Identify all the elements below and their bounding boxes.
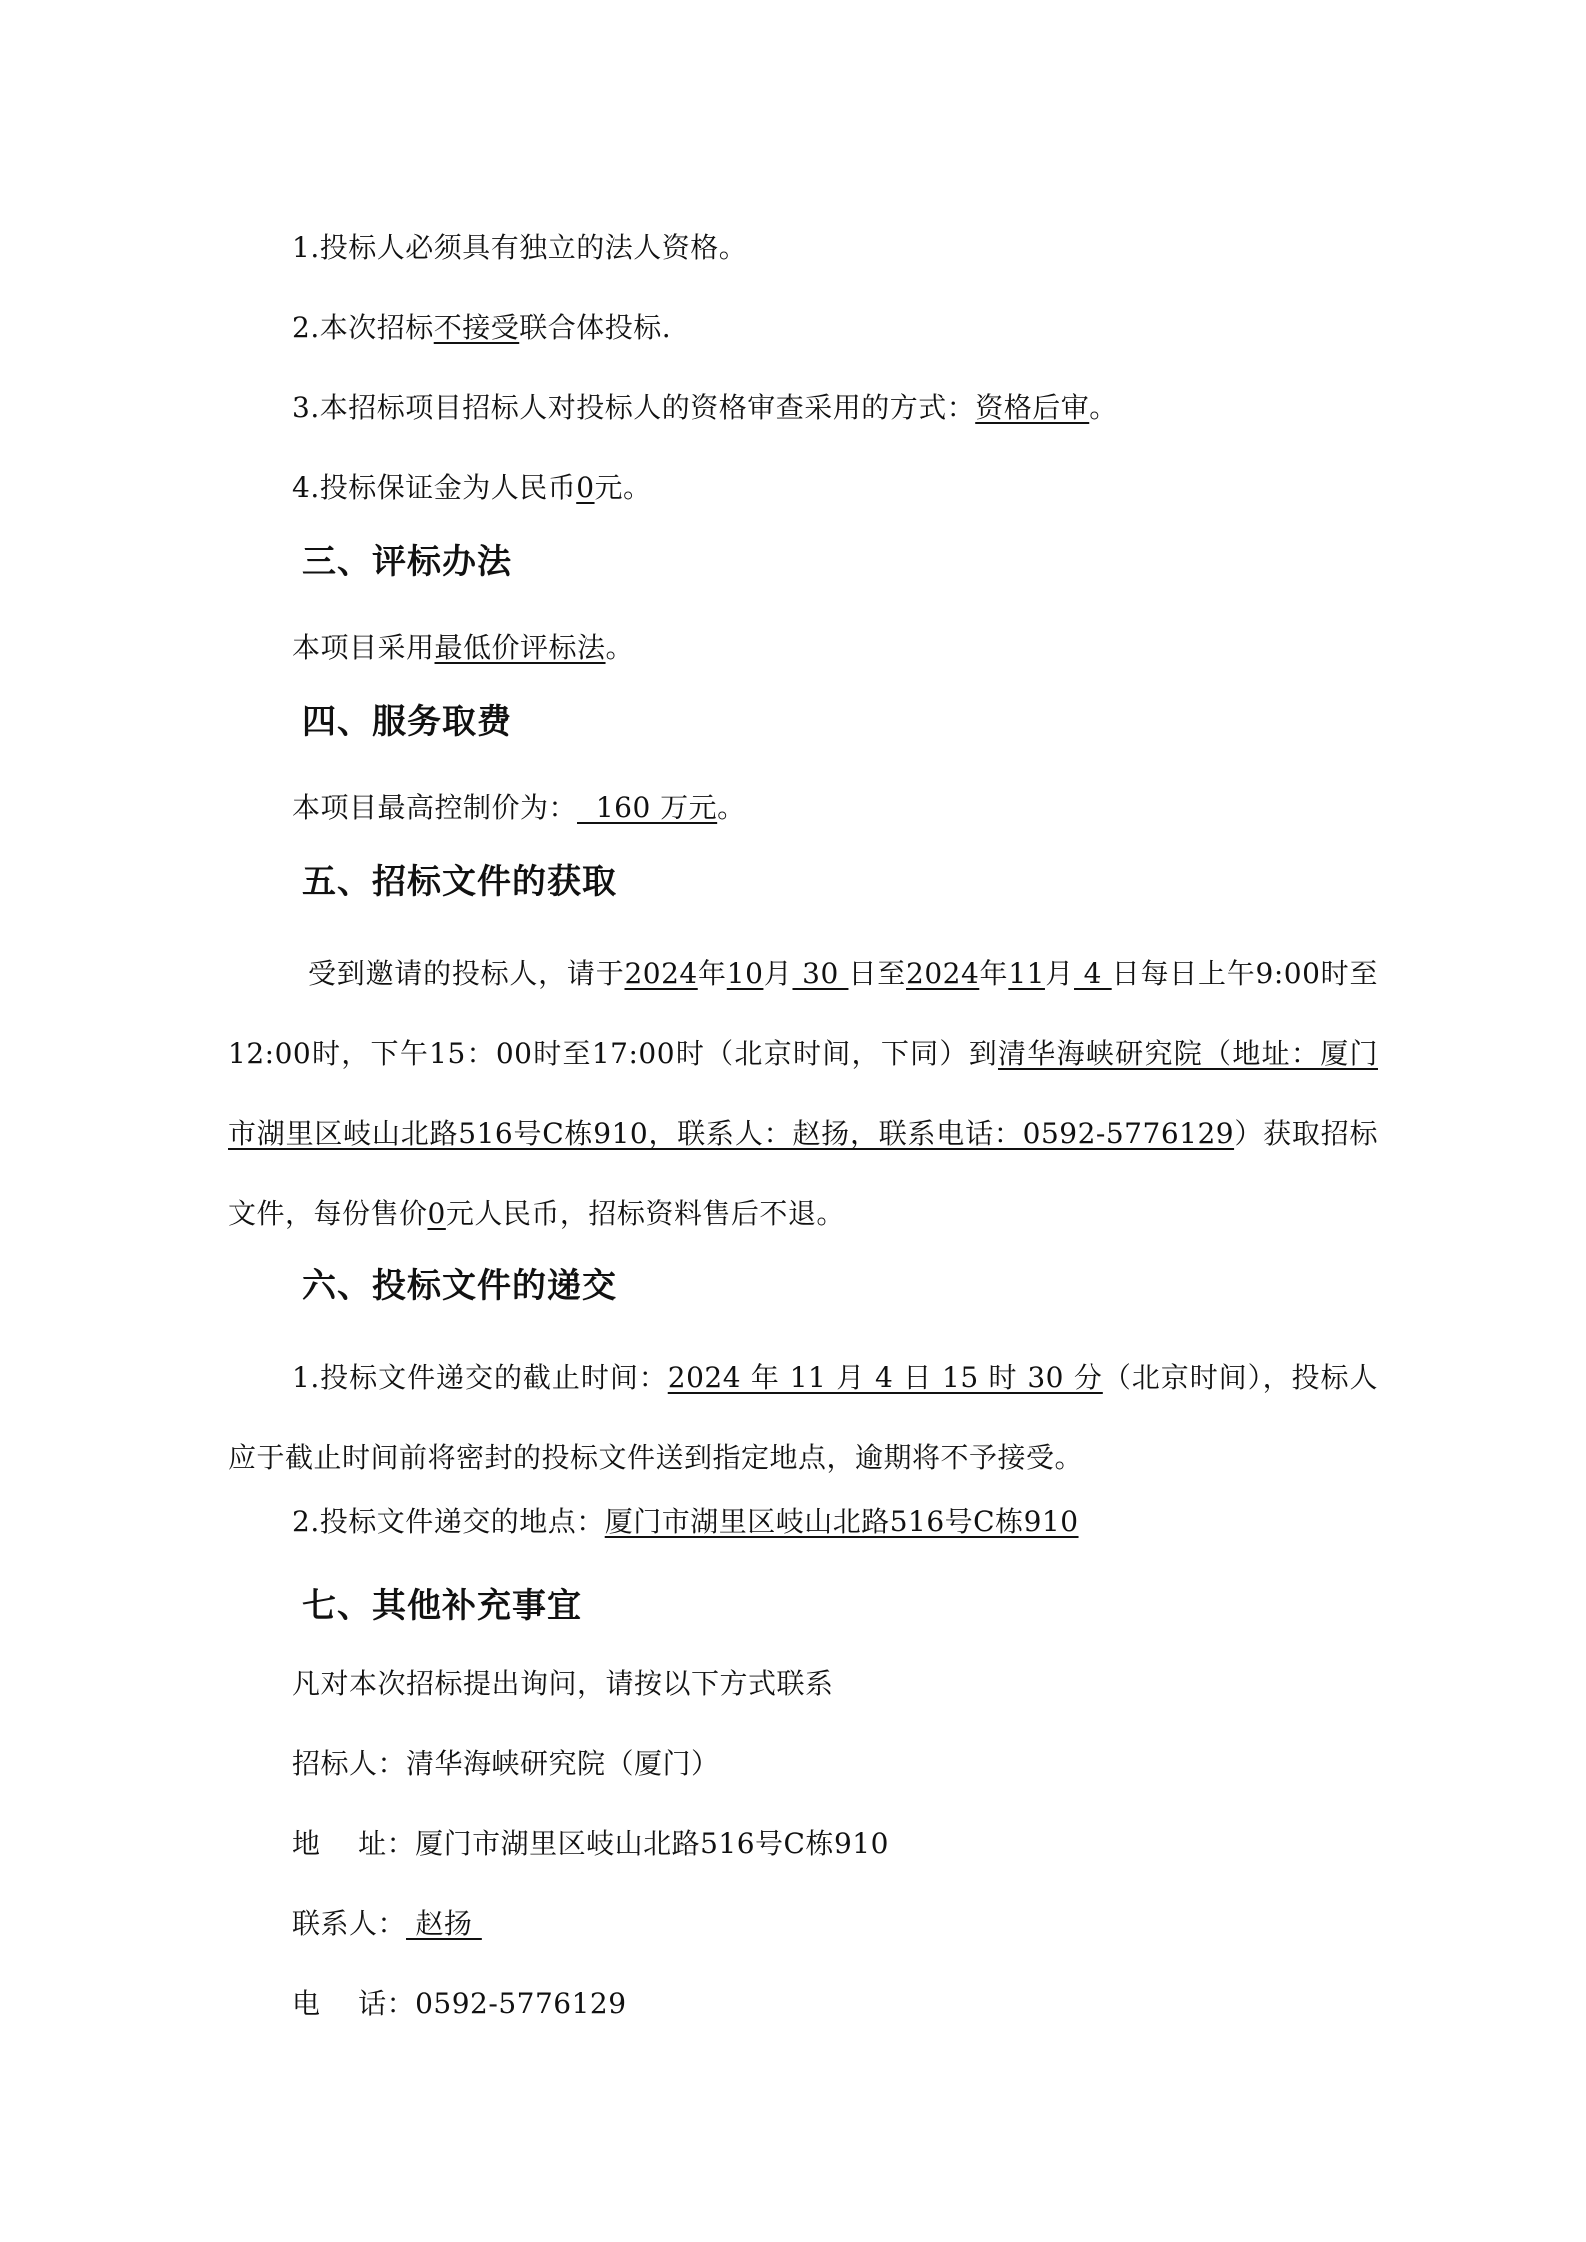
submission-location: 厦门市湖里区岐山北路516号C栋910 — [604, 1505, 1079, 1538]
contact-person: 赵扬 — [406, 1907, 482, 1940]
section-5-heading: 五、招标文件的获取 — [302, 862, 617, 902]
submission-deadline: 2024 年 11 月 4 日 15 时 30 分 — [667, 1361, 1103, 1394]
section-3-heading: 三、评标办法 — [302, 542, 512, 582]
qualification-item-2: 2.本次招标不接受联合体投标. — [292, 311, 672, 344]
max-price-value: 160 万元 — [577, 791, 718, 824]
section-7-intro: 凡对本次招标提出询问，请按以下方式联系 — [292, 1667, 834, 1700]
section-6-deadline: 1.投标文件递交的截止时间：2024 年 11 月 4 日 15 时 30 分（北京时间），投标人应于截止时间前将密封的投标文件送到指定地点，逾期将不予接受。 — [228, 1361, 1378, 1474]
tenderer-line: 招标人：清华海峡研究院（厦门） — [292, 1747, 720, 1780]
consortium-value: 不接受 — [433, 311, 520, 344]
section-6-location: 2.投标文件递交的地点：厦门市湖里区岐山北路516号C栋910 — [292, 1505, 1079, 1538]
qualification-item-4: 4.投标保证金为人民币0元。 — [292, 471, 652, 504]
end-day: 4 — [1074, 957, 1112, 990]
evaluation-method-value: 最低价评标法 — [434, 631, 606, 664]
phone-line: 电 话：0592-5776129 — [292, 1987, 627, 2020]
contact-line: 联系人： 赵扬 — [292, 1907, 482, 1940]
section-7-heading: 七、其他补充事宜 — [302, 1586, 582, 1626]
section-4-body: 本项目最高控制价为： 160 万元。 — [292, 791, 746, 824]
end-year: 2024 — [906, 957, 980, 990]
start-day: 30 — [792, 957, 849, 990]
section-4-heading: 四、服务取费 — [302, 702, 512, 742]
start-month: 10 — [726, 957, 764, 990]
document-price: 0 — [427, 1197, 446, 1230]
address-line: 地 址：厦门市湖里区岐山北路516号C栋910 — [292, 1827, 889, 1860]
start-year: 2024 — [624, 957, 698, 990]
end-month: 11 — [1008, 957, 1045, 990]
section-6-heading: 六、投标文件的递交 — [302, 1266, 617, 1306]
qualification-item-3: 3.本招标项目招标人对投标人的资格审查采用的方式：资格后审。 — [292, 391, 1118, 424]
deposit-value: 0 — [576, 471, 595, 504]
qualification-item-1: 1.投标人必须具有独立的法人资格。 — [292, 231, 748, 264]
review-method-value: 资格后审 — [975, 391, 1090, 424]
section-3-body: 本项目采用最低价评标法。 — [292, 631, 635, 664]
section-5-body: 受到邀请的投标人，请于2024年10月 30 日至2024年11月 4 日每日上午9:00时至12:00时，下午15：00时至17:00时（北京时间，下同）到清华海峡研究院（地址：厦门市湖里区岐山北路516号C栋910，联系人：赵扬，联系电话：0592-5776129）获取招标文件，每份售价0元人民币，招标资料售后不退。 — [228, 957, 1378, 1230]
pickup-location: 清华海峡研究院（地址：厦门市湖里区岐山北路516号C栋910，联系人：赵扬，联系电话：0592-5776129 — [228, 1037, 1378, 1150]
